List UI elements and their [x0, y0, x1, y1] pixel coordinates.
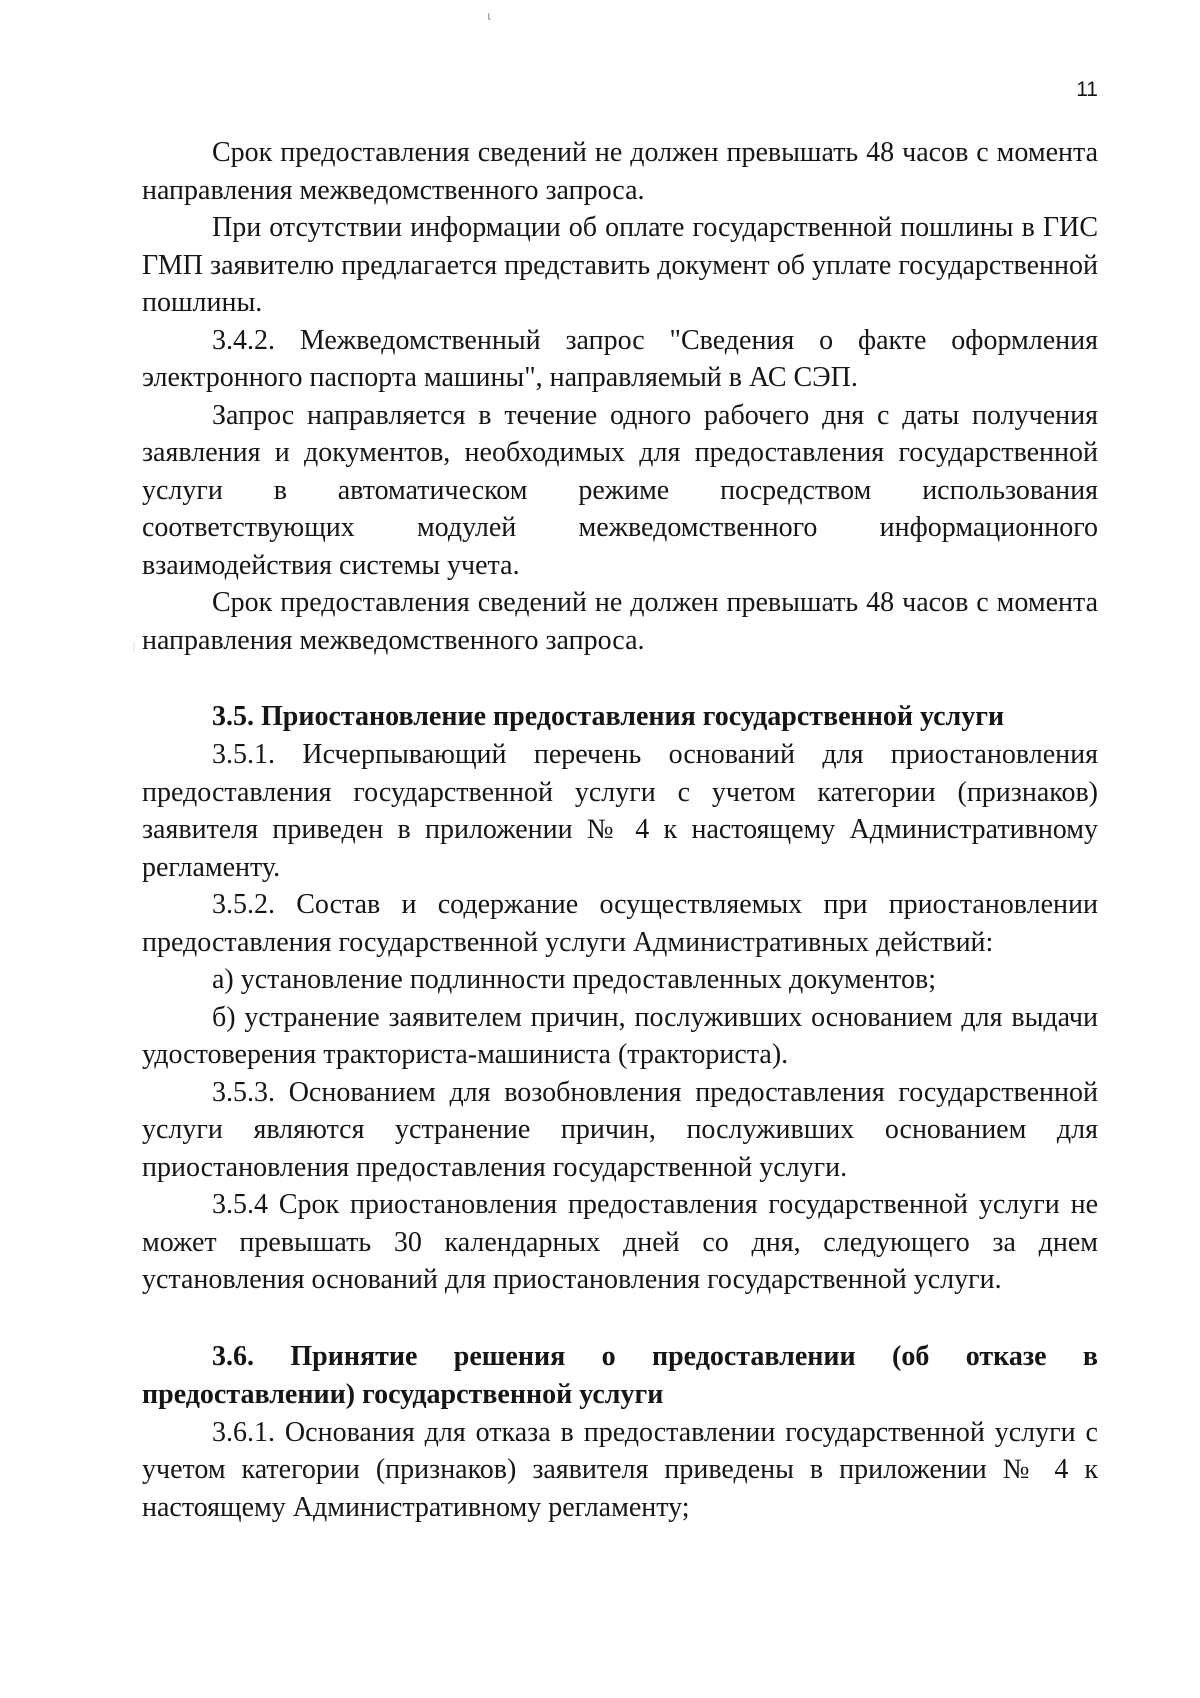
- paragraph-3-5-2-b: б) устранение заявителем причин, послуживших основанием для выдачи удостоверения тракториста-машиниста (тракториста).: [142, 1001, 1098, 1070]
- paragraph-deadline: Срок предоставления сведений не должен превышать 48 часов с момента направления межведомственного запроса.: [142, 587, 1098, 656]
- document-content: [142, 134, 1098, 1526]
- scan-mark: ɩ: [487, 9, 491, 24]
- section-3-6-title-word-6: отказе: [965, 1340, 1047, 1372]
- paragraph-3-5-2-a: а) установление подлинности предоставленных документов;: [212, 964, 937, 995]
- section-3-5-title: 3.5. Приостановление предоставления государственной услуги: [212, 701, 1005, 732]
- paragraph-3-5-3: 3.5.3. Основанием для возобновления предоставления государственной услуги являются устранение причин, послуживших основанием для приостановления предоставления государственной услуги.: [142, 1076, 1098, 1183]
- paragraph-intro-1: Срок предоставления сведений не должен превышать 48 часов с момента направления межведомственного запроса.: [142, 137, 1098, 206]
- paragraph-3-5-2: 3.5.2. Состав и содержание осуществляемых при приостановлении предоставления государственной услуги Административных действий:: [142, 889, 1098, 958]
- section-3-6-title-line-1: [142, 1338, 1098, 1376]
- section-3-6-title-word-4: предоставлении: [651, 1340, 856, 1372]
- section-3-6-title-word-1: Принятие: [290, 1340, 418, 1372]
- section-3-6-title: [142, 1338, 1098, 1414]
- section-3-6-title-number: 3.6.: [212, 1340, 254, 1372]
- section-3-6-title-word-5: (об: [892, 1340, 930, 1372]
- section-3-6-title-word-2: решения: [453, 1340, 566, 1372]
- paragraph-intro-2: При отсутствии информации об оплате государственной пошлины в ГИС ГМП заявителю предлагается представить документ об уплате государственной пошлины.: [142, 212, 1098, 318]
- page-number: 11: [1076, 78, 1098, 101]
- paragraph-3-4-2: 3.4.2. Межведомственный запрос "Сведения о факте оформления электронного паспорта машины", направляемый в АС СЭП.: [142, 324, 1098, 393]
- scan-artifact: [133, 642, 135, 652]
- section-3-6-title-word-3: о: [601, 1340, 616, 1372]
- paragraph-request-description: Запрос направляется в течение одного рабочего дня с даты получения заявления и документов, необходимых для предоставления государственной услуги в автоматическом режиме посредством использования соответствующих модулей межведомственного информационного взаимодействия системы учета.: [142, 399, 1098, 581]
- section-3-6-title-line-2: предоставлении) государственной услуги: [142, 1378, 664, 1410]
- paragraph-3-6-1: 3.6.1. Основания для отказа в предоставлении государственной услуги с учетом категории (признаков) заявителя приведены в приложении № 4 к настоящему Административному регламенту;: [142, 1416, 1098, 1523]
- section-3-6-title-word-7: в: [1082, 1340, 1098, 1372]
- paragraph-3-5-4: 3.5.4 Срок приостановления предоставления государственной услуги не может превышать 30 календарных дней со дня, следующего за днем установления оснований для приостановления государственной услуги.: [142, 1189, 1098, 1295]
- paragraph-3-5-1: 3.5.1. Исчерпывающий перечень оснований для приостановления предоставления государственной услуги с учетом категории (признаков) заявителя приведен в приложении № 4 к настоящему Административному регламенту.: [142, 739, 1098, 883]
